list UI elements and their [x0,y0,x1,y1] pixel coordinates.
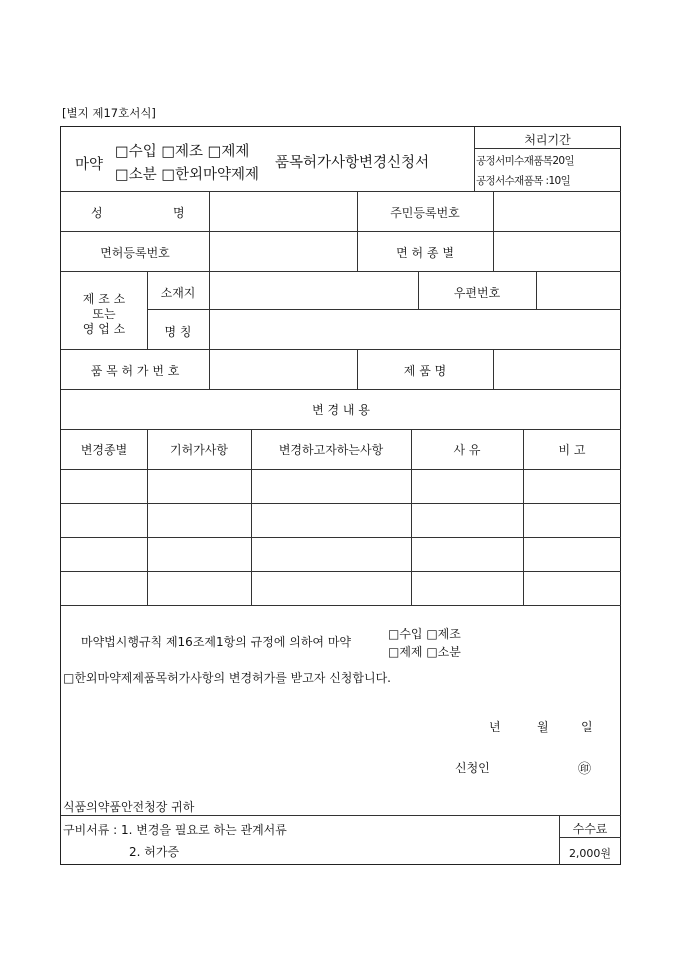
name-label-1: 성 [91,206,103,220]
factory-label-1: 제 조 소 [82,292,126,306]
col-remarks: 비 고 [558,443,586,457]
license-number-label: 면허등록번호 [100,246,170,260]
business-name-label: 명 칭 [164,325,192,339]
col-requested-change: 변경하고자하는사항 [278,443,384,457]
item-permit-number-label: 품 목 허 가 번 호 [90,364,180,378]
factory-label-2: 또는 [92,307,116,321]
title-options-1[interactable]: □수입 □제조 □제제 [115,144,250,160]
addressee: 식품의약품안전청장 귀하 [63,800,195,814]
application-form [60,126,621,865]
form-title: 품목허가사항변경신청서 [275,155,430,171]
change-row-1[interactable] [61,470,621,503]
declaration-text-1: 마약법시행규칙 제16조제1항의 규정에 의하여 마약 [81,635,352,649]
fee-amount: 2,000원 [568,847,612,860]
date-year-label: 년 [489,720,501,734]
title-options-2[interactable]: □소분 □한외마약제제 [115,167,260,183]
change-contents-header: 변 경 내 용 [312,403,370,417]
attachments-line-2: 2. 허가증 [129,845,180,859]
change-row-4[interactable] [61,572,621,605]
declaration-options-1[interactable]: □수입 □제조 [388,627,461,641]
change-row-2[interactable] [61,504,621,537]
declaration-text-2: □한외마약제제품목허가사항의 변경허가를 받고자 신청합니다. [63,671,391,685]
resident-number-label: 주민등록번호 [390,206,460,220]
license-type-label: 면 허 종 별 [396,246,454,260]
name-label-2: 명 [173,206,185,220]
fee-label: 수수료 [572,822,608,836]
postal-code-label: 우편번호 [453,286,501,300]
col-existing-permit: 기허가사항 [170,443,228,457]
applicant-label: 신청인 [455,761,490,775]
location-label: 소재지 [160,286,196,300]
change-row-3[interactable] [61,538,621,571]
date-day-label: 일 [581,720,593,734]
processing-period-line1: 공정서미수재품목20일 [476,155,575,167]
product-name-label: 제 품 명 [403,364,447,378]
form-number-label: [별지 제17호서식] [62,106,156,120]
col-reason: 사 유 [453,443,481,457]
processing-period-line2: 공정서수재품목 :10일 [476,175,571,187]
date-month-label: 월 [537,720,549,734]
seal-mark: ㊞ [578,762,592,777]
col-change-type: 변경종별 [80,443,128,457]
processing-period-header: 처리기간 [524,133,571,147]
declaration-options-2[interactable]: □제제 □소분 [388,645,461,659]
factory-label-3: 영 업 소 [82,322,126,336]
title-prefix: 마약 [75,157,104,173]
attachments-line-1: 구비서류 : 1. 변경을 필요로 하는 관계서류 [63,823,287,837]
